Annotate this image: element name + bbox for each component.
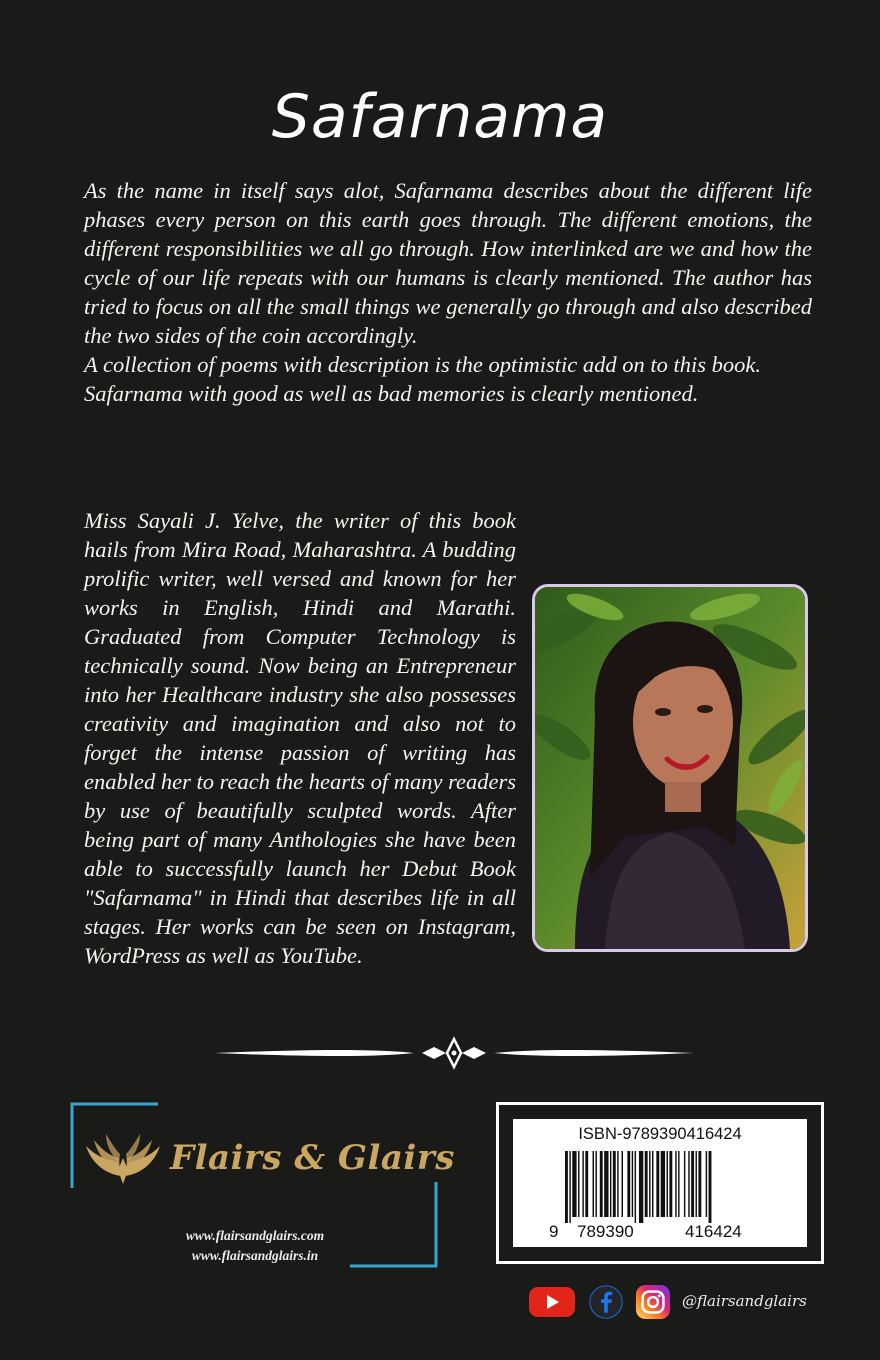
barcode-bar (691, 1151, 694, 1217)
barcode-bar (617, 1151, 618, 1217)
barcode-bar (565, 1151, 568, 1223)
barcode-bar (600, 1151, 603, 1217)
isbn-barcode-panel (513, 1119, 807, 1247)
barcode-bar (698, 1151, 701, 1217)
barcode-bar (709, 1151, 712, 1223)
blurb-paragraph: A collection of poems with description is the optimistic add on to this book. (84, 352, 762, 377)
blurb-paragraph: Safarnama with good as well as bad memories is clearly mentioned. (84, 381, 699, 406)
barcode-bar (684, 1151, 685, 1217)
barcode-bar (622, 1151, 623, 1217)
barcode-bar (639, 1151, 643, 1223)
barcode-bar (667, 1151, 668, 1217)
barcode-bar (656, 1151, 659, 1217)
barcode-bar (582, 1151, 583, 1217)
barcode-bar (675, 1151, 676, 1217)
barcode-bar (645, 1151, 648, 1217)
author-photo (532, 584, 808, 952)
instagram-icon[interactable] (634, 1284, 672, 1320)
barcode-bar (696, 1151, 697, 1217)
barcode-bar (627, 1151, 630, 1217)
facebook-icon[interactable] (586, 1284, 626, 1320)
ornamental-divider (214, 1036, 694, 1070)
isbn-digit-group: 789390 (577, 1222, 634, 1241)
website-link[interactable]: www.flairsandglairs.com (185, 1228, 325, 1243)
wings-logo-icon (84, 1130, 162, 1186)
barcode-bar (572, 1151, 576, 1217)
barcode-bar (652, 1151, 653, 1217)
barcode-bar (613, 1151, 616, 1217)
barcode-bar (649, 1151, 650, 1217)
barcode-bar (585, 1151, 588, 1217)
isbn-digit-group: 416424 (685, 1222, 742, 1241)
isbn-digit-lead: 9 (549, 1222, 559, 1241)
barcode-bar (635, 1151, 636, 1223)
author-bio: Miss Sayali J. Yelve, the writer of this book hails from Mira Road, Maharashtra. A budding prolific writer, well versed and known for her works in English, Hindi and Marathi. Graduated from Computer Technology is technically sound. Now being an Entrepreneur into her Healthcare industry she also possesses creativity and imagination and also not to forget the intense passion of writing has enabled her to reach the hearts of many readers by use of beautifully sculpted words. After being part of many Anthologies she have been able to successfully launch her Debut Book "Safarnama" in Hindi that describes life in all stages. Her works can be seen on Instagram, WordPress as well as YouTube. (84, 508, 516, 968)
website-link[interactable]: www.flairsandglairs.in (191, 1248, 319, 1263)
barcode-bar (669, 1151, 672, 1217)
barcode-bar (569, 1151, 570, 1223)
barcode-bar (706, 1151, 707, 1217)
barcode-bar (678, 1151, 679, 1217)
book-blurb (84, 176, 812, 408)
barcode-bar (661, 1151, 665, 1217)
barcode-bar (688, 1151, 689, 1217)
blurb-paragraph: As the name in itself says alot, Safarnama describes about the different life phases every person on this earth goes through. The different emotions, the different responsibilities we all go through. How interlinked are we and how the cycle of our life repeats with our humans is clearly mentioned. The author has tried to focus on all the small things we generally go through and also described the two sides of the coin accordingly. (84, 178, 812, 348)
isbn-barcode-box (496, 1102, 824, 1264)
book-title: Safarnama (271, 82, 609, 152)
barcode-bar (604, 1151, 608, 1217)
social-handle[interactable]: @flairsandglairs (682, 1292, 807, 1310)
barcode-bar (610, 1151, 611, 1217)
barcode-graphic (565, 1151, 767, 1223)
author-portrait-illustration (535, 587, 805, 949)
barcode-bar (578, 1151, 579, 1217)
publisher-name: Flairs & Glairs (170, 1138, 455, 1178)
barcode-bar (632, 1151, 633, 1217)
youtube-icon[interactable] (528, 1284, 576, 1320)
isbn-label: ISBN-9789390416424 (578, 1125, 742, 1143)
barcode-bar (593, 1151, 594, 1217)
barcode-bar (595, 1151, 596, 1217)
publisher-websites (160, 1226, 350, 1266)
